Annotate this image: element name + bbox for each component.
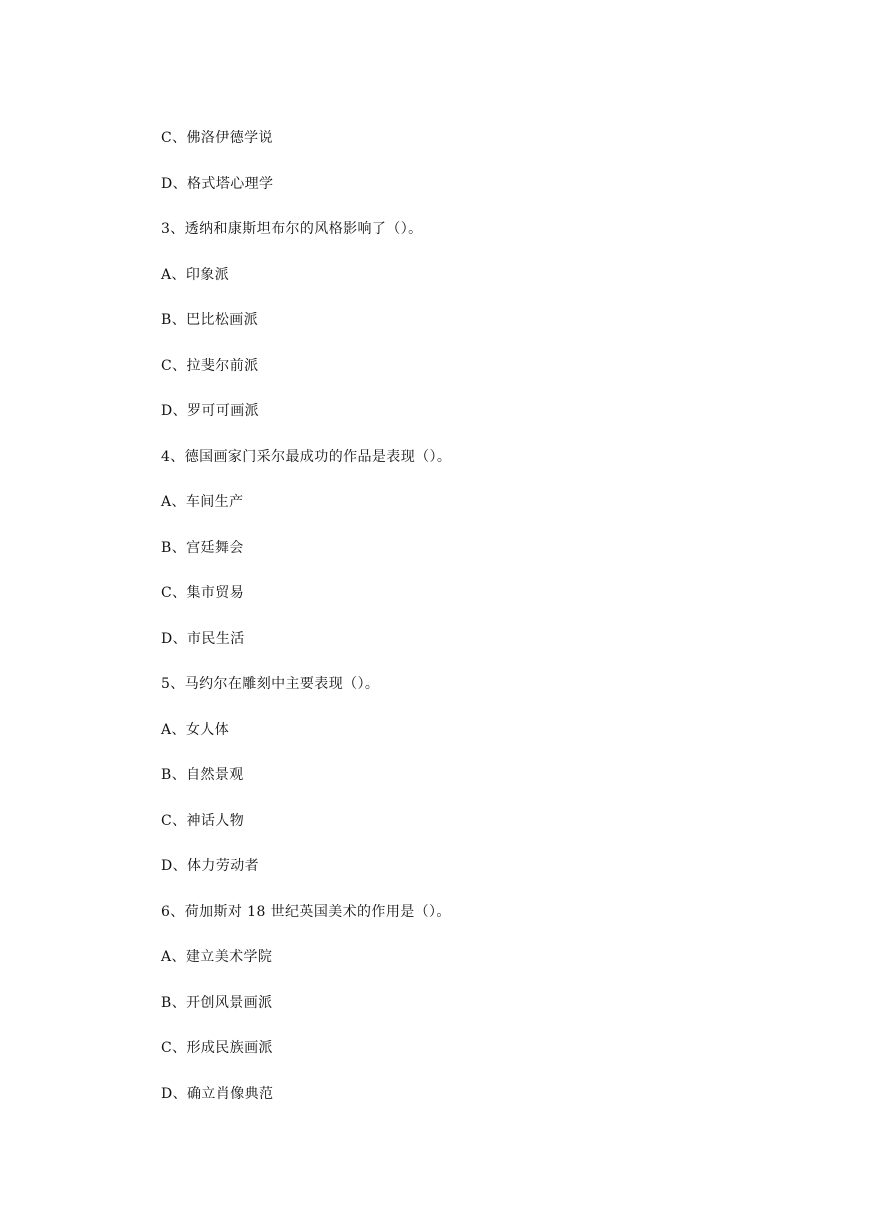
question-4: 4、德国画家门采尔最成功的作品是表现（）。	[161, 449, 452, 465]
question-5: 5、马约尔在雕刻中主要表现（）。	[161, 676, 380, 692]
question-3: 3、透纳和康斯坦布尔的风格影响了（）。	[161, 221, 423, 237]
option-c-q3: C、拉斐尔前派	[161, 358, 259, 374]
option-b-q3: B、巴比松画派	[161, 312, 259, 328]
option-c-q5: C、神话人物	[161, 813, 245, 829]
option-d-q5: D、体力劳动者	[161, 858, 260, 874]
option-b-q5: B、自然景观	[161, 767, 244, 783]
option-c-q6: C、形成民族画派	[161, 1040, 273, 1056]
option-a-q6: A、建立美术学院	[161, 949, 273, 965]
option-b-q4: B、宫廷舞会	[161, 540, 244, 556]
option-d-q3: D、罗可可画派	[161, 403, 260, 419]
option-d-q4: D、市民生活	[161, 631, 245, 647]
option-a-q3: A、印象派	[161, 267, 230, 283]
option-a-q4: A、车间生产	[161, 494, 244, 510]
option-d-q6: D、确立肖像典范	[161, 1086, 274, 1102]
option-b-q6: B、开创风景画派	[161, 995, 273, 1011]
question-6: 6、荷加斯对 18 世纪英国美术的作用是（）。	[161, 904, 451, 920]
option-c-q4: C、集市贸易	[161, 585, 245, 601]
option-a-q5: A、女人体	[161, 722, 230, 738]
option-d-q2: D、格式塔心理学	[161, 176, 274, 192]
option-c-q2: C、佛洛伊德学说	[161, 130, 273, 146]
